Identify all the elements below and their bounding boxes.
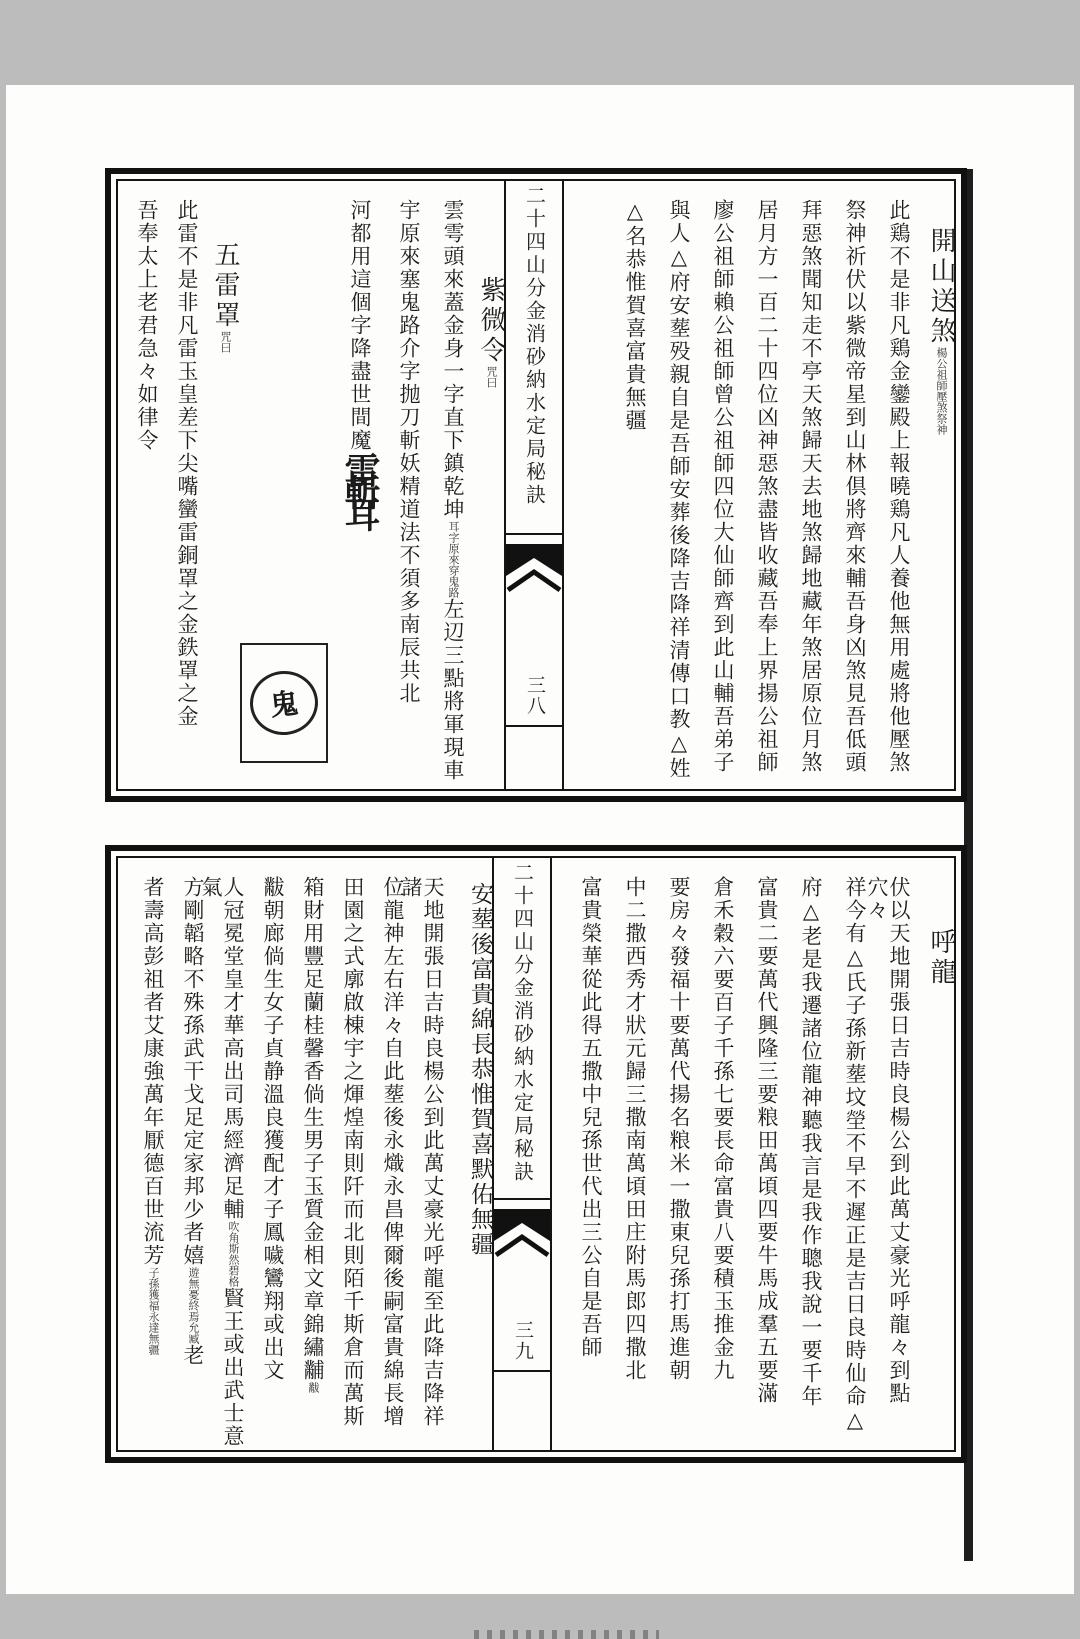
text-column: 位龍神左右洋々自此塟後永熾永昌俾爾後嗣富貴綿長增 xyxy=(381,876,405,1428)
text-column: 廖公祖師賴公祖師曾公祖師四位大仙師齊到此山輔吾弟子 xyxy=(711,199,735,774)
anzang-col6-note: 吹角斯然碧格 xyxy=(227,1221,240,1287)
ziwei-title-text: 紫微令 xyxy=(476,276,506,366)
anzang-col6-pre: 人冠冕堂皇才華高出司馬經濟足輔 xyxy=(221,876,245,1221)
kaishan-title-note: 楊公祖師壓煞祭神 xyxy=(935,347,948,435)
text-column xyxy=(420,191,464,789)
anzang-col6-post: 賢王或出武士意氣 xyxy=(198,876,245,1448)
kaishan-title-text: 開山送煞 xyxy=(926,227,956,347)
anzang-col7-post: 老 xyxy=(181,1344,205,1367)
ziwei-col1-pre: 雲雩頭來蓋金身一字直下鎮乾坤 xyxy=(441,199,465,521)
section-title-hulong xyxy=(910,868,954,1450)
text-column xyxy=(284,868,324,1450)
anzang-col4-text: 箱財用豐足蘭桂馨香倘生男子玉質金相文章錦繡黼 xyxy=(301,876,325,1382)
anzang-header-column: 安塟後富貴綿長恭惟賀喜默佑無疆 xyxy=(467,882,493,1257)
text-column: 與人△府安塟殁親自是吾師安葬後降吉降祥清傳口教△姓 xyxy=(667,199,691,780)
text-column: 田園之式廓啟棟宇之煇煌南則阡而北則陌千斯倉而萬斯 xyxy=(341,876,365,1428)
text-column xyxy=(124,868,164,1450)
text-column: 此鶏不是非凡鶏金鑾殿上報曉鶏凡人養他無用處將他壓煞 xyxy=(887,199,911,774)
text-column: 黻朝廊倘生女子貞静溫良獲配才子鳳噦鸞翔或出文 xyxy=(261,876,285,1382)
text-column: 宇原來塞鬼路介字抛刀斬妖精道法不須多南辰共北 xyxy=(397,199,421,705)
centerfold-rule xyxy=(506,725,562,727)
text-column xyxy=(332,191,381,789)
section-title-ziwei xyxy=(464,191,504,789)
centerfold-title: 二十四山分金消砂納水定局秘訣 xyxy=(510,862,535,1184)
text-column: 富貴二要萬代興隆三要粮田萬頃四要牛馬成羣五要滿 xyxy=(755,876,779,1405)
text-column: 居月方一百二十四位凶神惡煞盡皆收藏吾奉上界揚公祖師 xyxy=(755,199,779,774)
ziwei-col3-text: 河都用這個字降盡世間魔 xyxy=(348,199,372,452)
anzang-col8-note: 子孫獲福永達無疆 xyxy=(147,1267,160,1355)
section-ziwei-and-wulei xyxy=(118,181,504,789)
centerfold-title: 二十四山分金消砂納水定局秘訣 xyxy=(522,185,547,507)
ziwei-col1-note: 耳字原來穿鬼路 xyxy=(447,521,460,598)
top-page-inner-border xyxy=(116,179,956,791)
book-page-scan xyxy=(6,85,1074,1594)
hulong-title-text: 呼龍 xyxy=(926,928,956,988)
section-anzang-blessing xyxy=(118,858,492,1450)
ziwei-title-note: 咒曰 xyxy=(485,366,498,388)
centerfold-rule xyxy=(494,1370,550,1372)
section-title-kaishan xyxy=(910,191,954,789)
text-column: 要房々發福十要萬代揚名粮米一撒東兒孫打馬進朝 xyxy=(667,876,691,1382)
clipped-caption-fragment xyxy=(474,1630,659,1639)
talisman-glyph: 雷斬耳 xyxy=(339,452,381,518)
text-column: 中二撒西秀才狀元歸三撒南萬頃田庄附馬郎四撒北 xyxy=(623,876,647,1382)
centerfold-rule xyxy=(494,1198,550,1200)
wulei-title-text: 五雷罩 xyxy=(210,241,240,331)
section-hulong xyxy=(552,858,954,1450)
anzang-col7-pre: 方剛韜略不殊孫武干戈足定家邦少者嬉 xyxy=(181,876,205,1267)
anzang-col7-note: 遊無憂終焉允臧 xyxy=(187,1267,200,1344)
text-column: 府△老是我遷諸位龍神聽我言是我作聰我說一要千年 xyxy=(799,876,823,1408)
top-page-frame xyxy=(105,168,967,802)
text-column xyxy=(164,868,204,1450)
section-title-wulei xyxy=(198,191,238,789)
seal-column xyxy=(238,191,332,789)
seal-stamp xyxy=(247,668,321,739)
anzang-col8-text: 者壽高彭祖者艾康強萬年厭德百世流芳 xyxy=(141,876,165,1267)
bottom-page-inner-border xyxy=(116,856,956,1452)
page-number-top: 三八 xyxy=(523,675,546,717)
fishtail-ornament-icon xyxy=(506,538,562,596)
centerfold-column-top xyxy=(504,181,564,789)
fishtail-ornament-icon xyxy=(494,1203,550,1261)
text-column: 吾奉太上老君急々如律令 xyxy=(135,199,159,452)
bottom-page-frame xyxy=(105,845,967,1463)
centerfold-column-bottom xyxy=(492,858,552,1450)
seal-box xyxy=(240,643,328,763)
text-column: 伏以天地開張日吉時良楊公到此萬丈豪光呼龍々到點穴々 xyxy=(864,876,911,1405)
section-kaishan-songsha xyxy=(564,181,954,789)
anzang-col4-note: 黻 xyxy=(307,1382,320,1393)
wulei-title-note: 咒曰 xyxy=(219,331,232,353)
text-column xyxy=(198,868,245,1450)
page-number-bottom: 三九 xyxy=(511,1320,534,1362)
text-column: 富貴榮華從此得五撒中兒孫世代出三公自是吾師 xyxy=(579,876,603,1359)
text-column: 祥今有△氏子孫新塟坟塋不早不遲正是吉日良時仙命△ xyxy=(843,876,867,1434)
text-column: 拜惡煞聞知走不亭天煞歸天去地煞歸地藏年煞居原位月煞 xyxy=(799,199,823,774)
ziwei-col1-post: 左辺三點將軍現車 xyxy=(441,598,465,782)
text-column: 倉禾穀六要百子千孫七要長命富貴八要積玉推金九 xyxy=(711,876,735,1382)
seal-character: 鬼 xyxy=(268,686,300,723)
text-column: 此雷不是非凡雷玉皇差下尖嘴蠻雷銅罩之金鉄罩之金 xyxy=(175,199,199,728)
text-column: △名恭惟賀喜富貴無疆 xyxy=(623,199,647,432)
centerfold-rule xyxy=(506,533,562,535)
text-column: 祭神祈伏以紫微帝星到山林倶將齊來輔吾身凶煞見吾低頭 xyxy=(843,199,867,774)
text-column: 天地開張日吉時良楊公到此萬丈豪光呼龍至此降吉降祥諸 xyxy=(398,876,445,1428)
